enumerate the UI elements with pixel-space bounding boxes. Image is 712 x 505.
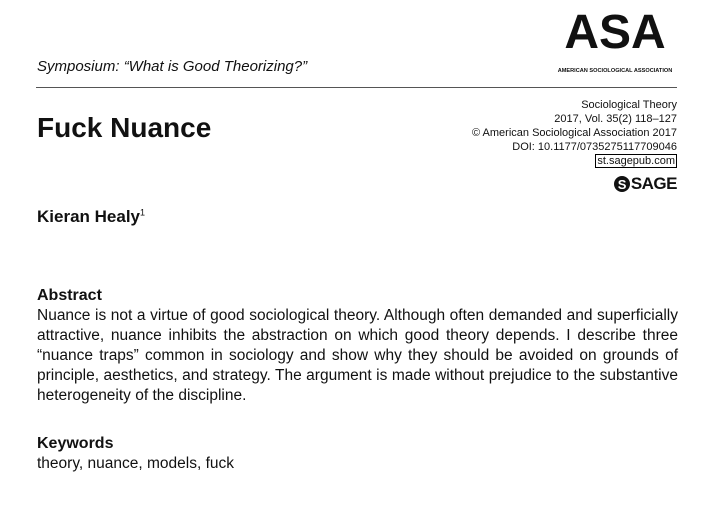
copyright: © American Sociological Association 2017 — [472, 127, 677, 139]
symposium-label: Symposium: “What is Good Theorizing?” — [37, 58, 308, 75]
logo-caption: AMERICAN SOCIOLOGICAL ASSOCIATION — [557, 68, 673, 74]
abstract-text: Nuance is not a virtue of good sociological theory. Although often demanded and superficially attractive, nuance inhibits the abstraction on which good theory depends. I describe three “nuance traps” common in sociology and show why they should be avoided on grounds of principle, aesthetics, and strategy. The argument is made without prejudice to the substantive heterogeneity of the discipline. — [37, 307, 678, 404]
sage-text: SAGE — [630, 174, 677, 193]
author — [37, 207, 145, 227]
author-name: Kieran Healy — [37, 207, 140, 226]
keywords-text: theory, nuance, models, fuck — [37, 455, 235, 472]
journal-name: Sociological Theory — [581, 99, 677, 111]
keywords-heading: Keywords — [37, 435, 114, 452]
header-rule — [36, 87, 677, 88]
sage-logo — [614, 174, 677, 194]
logo-text: ASA — [564, 6, 666, 59]
abstract-heading: Abstract — [37, 287, 102, 304]
journal-meta — [472, 98, 677, 168]
site-link[interactable]: st.sagepub.com — [597, 155, 675, 167]
asa-logo — [553, 4, 678, 78]
doi[interactable]: DOI: 10.1177/0735275117709046 — [512, 141, 677, 153]
sage-s-icon: S — [614, 176, 630, 192]
article-title: Fuck Nuance — [37, 112, 212, 143]
volume-info: 2017, Vol. 35(2) 118–127 — [554, 113, 677, 125]
author-note: 1 — [140, 207, 146, 218]
